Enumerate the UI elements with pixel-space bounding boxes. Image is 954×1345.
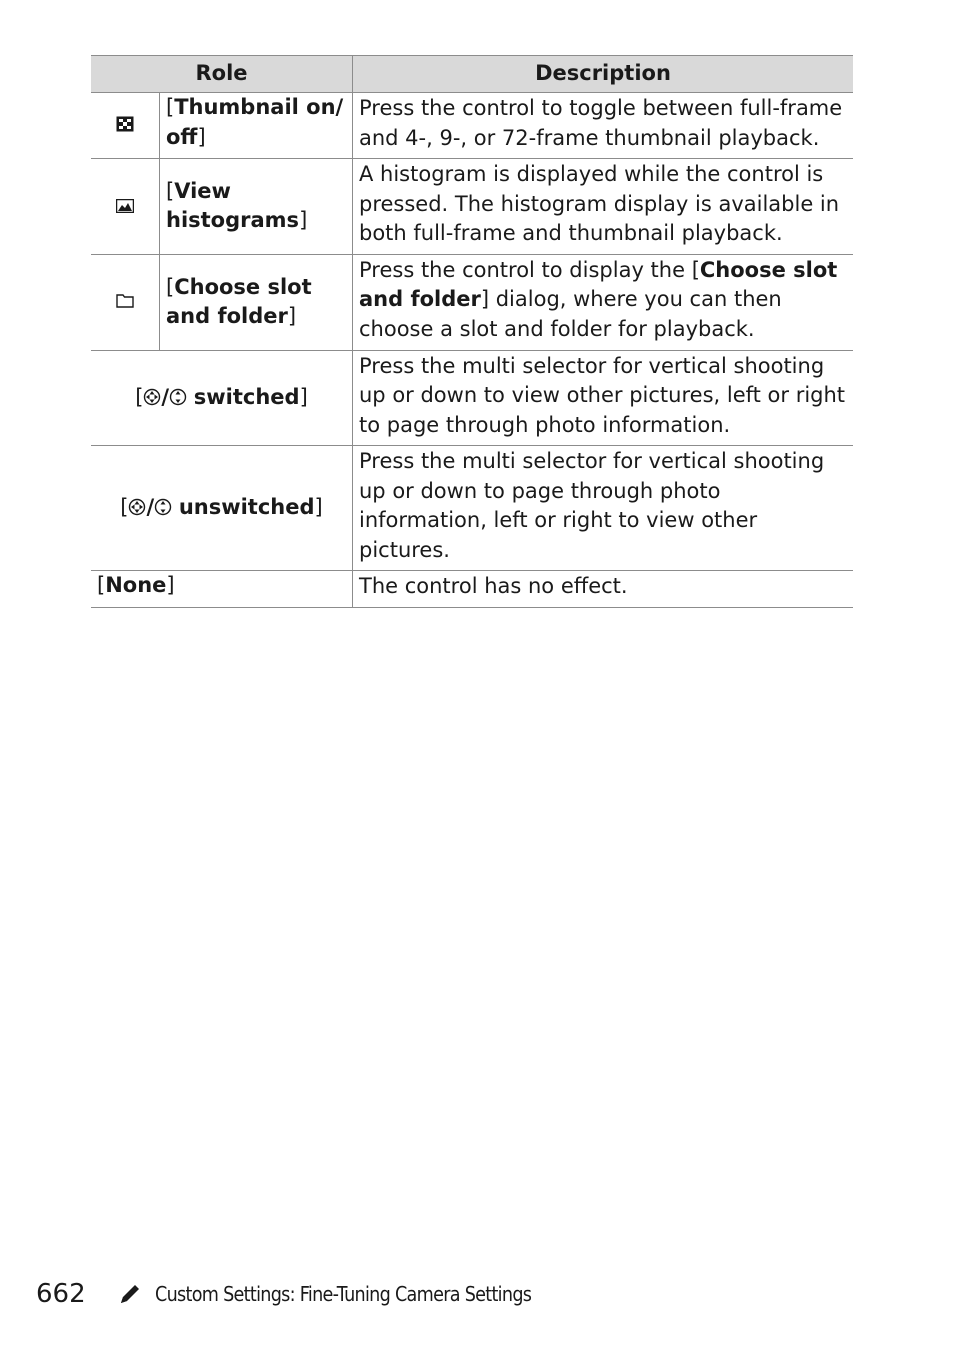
role-name: None	[105, 573, 167, 597]
multi-selector-icon	[143, 388, 161, 406]
role-name: Thumbnail on/ off	[166, 95, 344, 149]
header-description: Description	[353, 56, 854, 93]
table-header-row	[91, 56, 853, 93]
role-description: Press the control to display the [Choose slot and folder] dialog, where you can then choose a slot and folder for playback.	[353, 254, 854, 350]
header-role: Role	[91, 56, 353, 93]
role-name: Choose slot and folder	[166, 274, 312, 328]
role-description: A histogram is displayed while the control is pressed. The histogram display is available in both full-frame and thumbnail playback.	[353, 159, 854, 255]
table-row: [ / unswitched] Press the multi selector for vertical shooting up or down to page through photo information, left or right to view other pictures.	[91, 446, 853, 571]
role-description: Press the multi selector for vertical shooting up or down to page through photo information, left or right to view other pictures.	[353, 446, 854, 571]
section-title: Custom Settings: Fine-Tuning Camera Settings	[155, 1282, 532, 1306]
role-name: switched	[193, 385, 300, 409]
roles-table	[91, 55, 853, 608]
multi-selector-icon	[169, 388, 187, 406]
table-row: [Choose slot and folder] Press the control to display the [Choose slot and folder] dialog, where you can then choose a slot and folder for playback.	[91, 254, 853, 350]
role-description: The control has no effect.	[353, 571, 854, 608]
thumbnail-grid-icon	[116, 116, 134, 132]
table-row: [View histograms] A histogram is displayed while the control is pressed. The histogram display is available in both full-frame and thumbnail playback.	[91, 159, 853, 255]
role-name: unswitched	[178, 495, 315, 520]
page-number: 662	[36, 1279, 86, 1309]
role-description: Press the control to toggle between full-frame and 4-, 9-, or 72-frame thumbnail playback.	[353, 93, 854, 159]
table-row: [ / switched] Press the multi selector for vertical shooting up or down to view other pictures, left or right to page through photo information.	[91, 350, 853, 446]
multi-selector-icon	[154, 498, 172, 516]
pencil-icon	[118, 1282, 142, 1306]
histogram-icon	[116, 199, 134, 213]
role-name: View histograms	[166, 178, 300, 233]
role-description: Press the multi selector for vertical shooting up or down to view other pictures, left or right to page through photo information.	[353, 350, 854, 446]
folder-icon	[116, 293, 134, 308]
table-row: [None] The control has no effect.	[91, 571, 853, 608]
multi-selector-icon	[128, 498, 146, 516]
table-row: [Thumbnail on/ off] Press the control to toggle between full-frame and 4-, 9-, or 72-frame thumbnail playback.	[91, 93, 853, 159]
